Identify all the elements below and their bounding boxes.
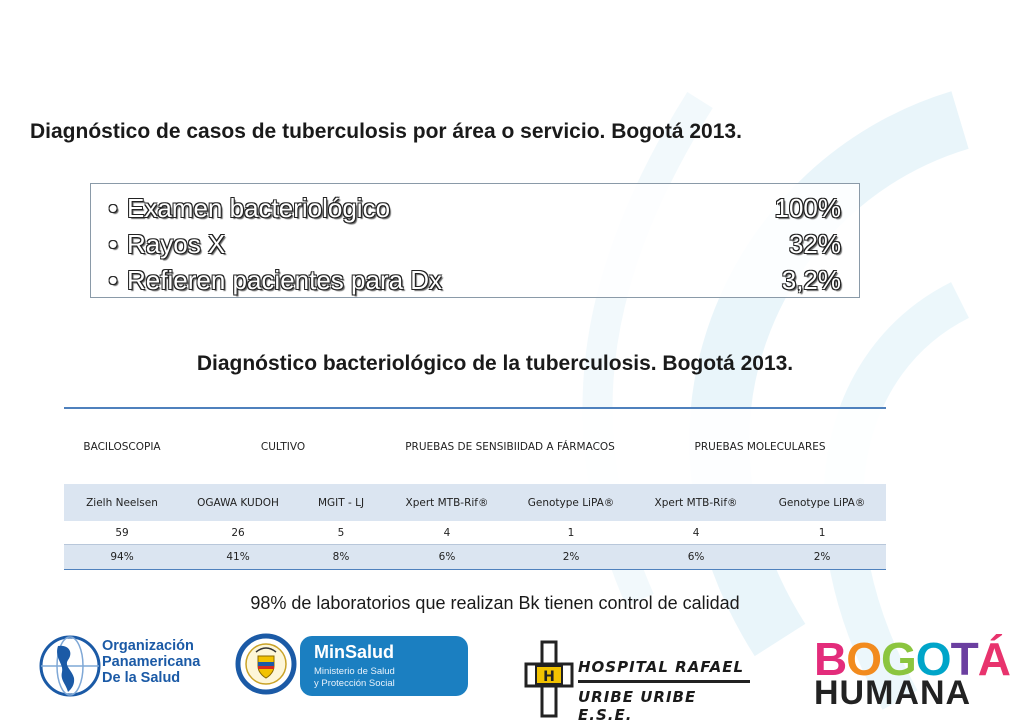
percent-cell: 2% (508, 545, 634, 570)
bullet-item (99, 262, 841, 298)
count-cell: 1 (508, 521, 634, 545)
ops-name-line: Organización (102, 638, 194, 654)
ops-name-line: De la Salud (102, 670, 181, 686)
count-cell: 1 (758, 521, 886, 545)
title-diagnostico-bacteriologico: Diagnóstico bacteriológico de la tuberculosis. Bogotá 2013. (196, 352, 794, 375)
bullet-item (99, 226, 841, 262)
percent-cell: 6% (386, 545, 508, 570)
group-header-moleculares: PRUEBAS MOLECULARES (634, 408, 886, 484)
ops-logo (36, 632, 216, 708)
percent-cell: 6% (634, 545, 758, 570)
ops-name (102, 638, 200, 686)
diagnosis-table (64, 407, 886, 570)
humana-word: HUMANA (814, 674, 972, 712)
hospital-name-line: HOSPITAL RAFAEL (578, 658, 745, 676)
count-cell: 5 (296, 521, 386, 545)
bullet-item (99, 190, 841, 226)
bullet-value: 32% (788, 228, 841, 259)
bogota-letter: T (950, 633, 978, 685)
group-header-sensibilidad: PRUEBAS DE SENSIBIIDAD A FÁRMACOS (386, 408, 634, 484)
group-header-cultivo: CULTIVO (180, 408, 386, 484)
bullet-dot: • (108, 264, 118, 295)
table-group-header-row (64, 408, 886, 484)
hospital-divider (578, 680, 750, 683)
subheader-cell: Genotype LiPA® (508, 484, 634, 521)
hospital-cross-icon (522, 640, 576, 718)
minsalud-subtitle (314, 666, 395, 690)
title-diagnostico-area: Diagnóstico de casos de tuberculosis por área o servicio. Bogotá 2013. (30, 120, 742, 143)
minsalud-logo (300, 636, 468, 696)
count-cell: 59 (64, 521, 180, 545)
percent-cell: 8% (296, 545, 386, 570)
bullet-label: Refieren pacientes para Dx (127, 264, 443, 295)
bullet-value: 100% (774, 192, 841, 223)
globe-icon (38, 634, 102, 698)
bullet-value: 3,2% (781, 264, 841, 295)
hospital-logo (522, 640, 752, 724)
subheader-cell: Xpert MTB-Rif® (634, 484, 758, 521)
percent-cell: 2% (758, 545, 886, 570)
bullet-list-box (90, 183, 860, 298)
bogota-letter: Á (977, 633, 1010, 685)
percent-cell: 94% (64, 545, 180, 570)
bogota-letter: B (814, 633, 847, 685)
count-cell: 4 (386, 521, 508, 545)
subheader-cell: Xpert MTB-Rif® (386, 484, 508, 521)
bogota-letter: O (846, 633, 882, 685)
minsalud-subtitle-line: Ministerio de Salud (314, 666, 395, 677)
ops-name-line: Panamericana (102, 654, 201, 670)
table-row-counts (64, 521, 886, 545)
count-cell: 26 (180, 521, 296, 545)
bullet-dot: • (108, 192, 118, 223)
bullet-dot: • (108, 228, 118, 259)
subheader-cell: Zielh Neelsen (64, 484, 180, 521)
subheader-cell: MGIT - LJ (296, 484, 386, 521)
percent-cell: 41% (180, 545, 296, 570)
bogota-letter: O (915, 633, 951, 685)
bullet-label: Rayos X (127, 228, 226, 259)
minsalud-subtitle-line: y Protección Social (314, 678, 395, 689)
minsalud-title: MinSalud (314, 642, 394, 662)
bogota-humana-logo (812, 632, 1010, 718)
subheader-cell: OGAWA KUDOH (180, 484, 296, 521)
hospital-name-line: URIBE URIBE E.S.E. (578, 688, 697, 724)
footnote-quality-control: 98% de laboratorios que realizan Bk tienen control de calidad (250, 593, 740, 613)
colombia-seal-icon (236, 634, 296, 694)
bullet-label: Examen bacteriológico (127, 192, 391, 223)
svg-text:H: H (543, 669, 555, 685)
count-cell: 4 (634, 521, 758, 545)
group-header-baciloscopia: BACILOSCOPIA (64, 408, 180, 484)
subheader-cell: Genotype LiPA® (758, 484, 886, 521)
bogota-letter: G (881, 633, 916, 685)
table-row-percents (64, 545, 886, 570)
table-subheader-row (64, 484, 886, 521)
